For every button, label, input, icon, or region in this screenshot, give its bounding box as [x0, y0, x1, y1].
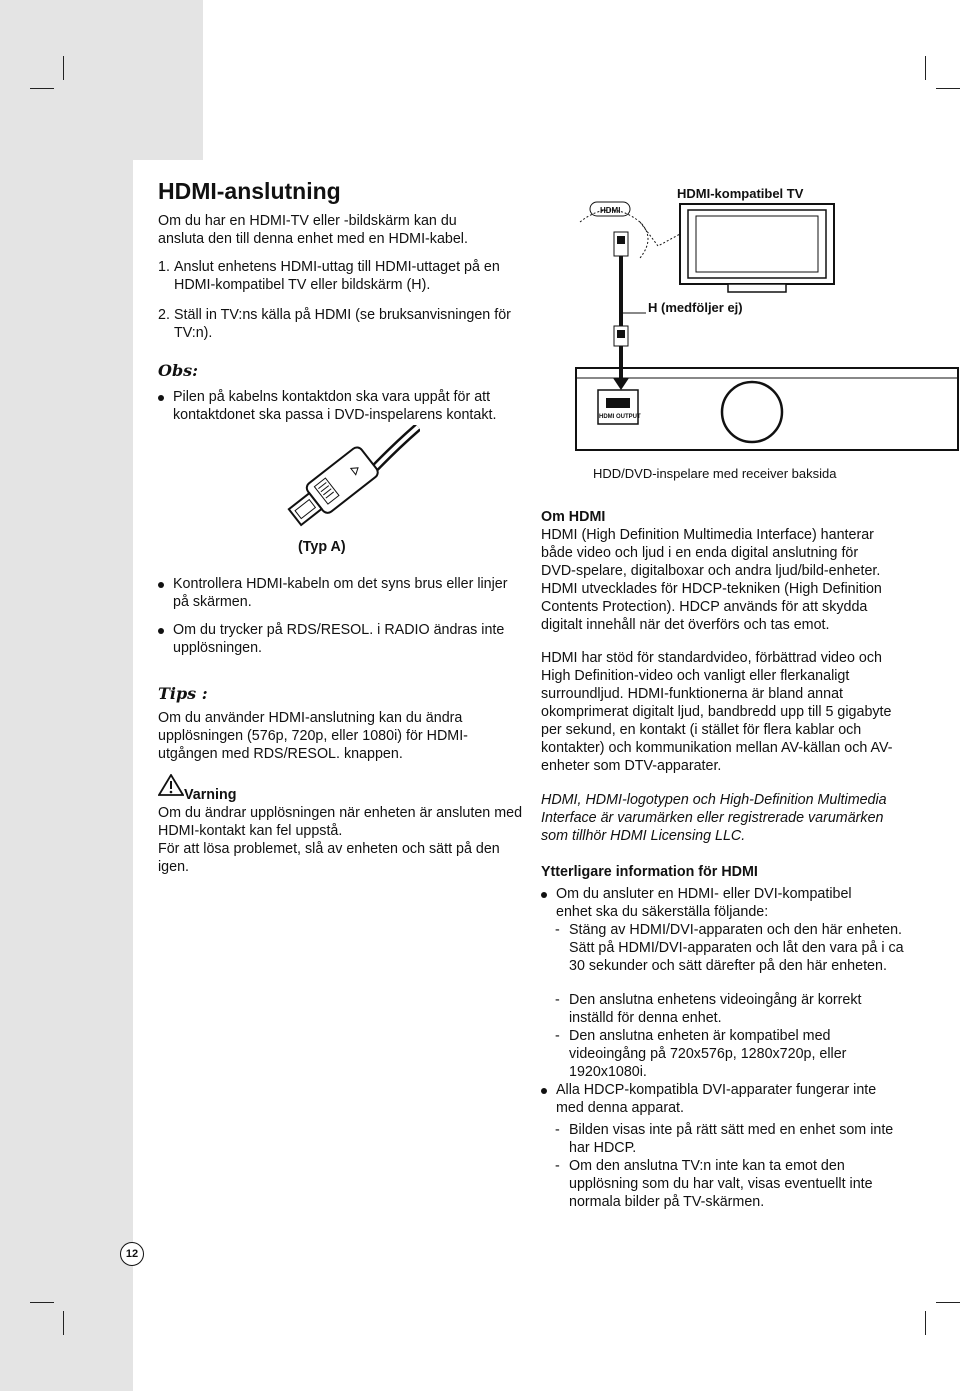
crop-mark: [63, 56, 64, 80]
tips-heading: Tips :: [158, 684, 208, 703]
step-text: Anslut enhetens HDMI-uttag till HDMI-uttaget på en HDMI-kompatibel TV eller bildskärm (H).: [174, 259, 500, 293]
step-2: [158, 306, 528, 342]
hdmi-tag-label: HDMI: [600, 206, 621, 215]
dash-icon: -: [555, 1122, 560, 1138]
dash-icon: -: [555, 1028, 560, 1044]
dash-icon: -: [555, 922, 560, 938]
hdmi-output-port-label: HDMI OUTPUT: [599, 414, 641, 420]
note-item: Kontrollera HDMI-kabeln om det syns brus eller linjer på skärmen.: [158, 575, 508, 611]
connector-type-label: (Typ A): [298, 539, 346, 555]
page-gutter-top: [0, 0, 203, 160]
sub-item: - Om den anslutna TV:n inte kan ta emot den upplösning som du har valt, visas eventuellt inte normala bilder på TV-skärmen.: [555, 1158, 873, 1210]
cable-label: H (medföljer ej): [648, 300, 743, 315]
sub-item: - Bilden visas inte på rätt sätt med en enhet som inte har HDCP.: [555, 1122, 894, 1156]
hdmi-connector-illustration: [280, 425, 420, 545]
intro-text: Om du har en HDMI-TV eller -bildskärm kan du ansluta den till denna enhet med en HDMI-kabel.: [158, 213, 468, 247]
sub-item: - Den anslutna enheten är kompatibel med videoingång på 720x576p, 1280x720p, eller 1920x1080i.: [555, 1028, 847, 1080]
sub-item: - Den anslutna enhetens videoingång är korrekt inställd för denna enhet.: [555, 992, 862, 1026]
rear-panel-caption: HDD/DVD-inspelare med receiver baksida: [593, 466, 837, 481]
about-hdmi-p1: HDMI (High Definition Multimedia Interface) hanterar både video och ljud i en enda digital anslutning för DVD-spelare, digitalboxar och andra ljud/bild-enheter. HDMI utvecklades för HDCP-tekniken (High Definition Contents Protection). HDCP används för att skydda digitalt innehåll när det överförs och tas emot.: [541, 527, 882, 633]
tips-text: Om du använder HDMI-anslutning kan du ändra upplösningen (576p, 720p, eller 1080i) för HDMI-utgången med RDS/RESOL. knappen.: [158, 710, 468, 762]
about-hdmi-heading: Om HDMI: [541, 509, 606, 525]
step-number: 2.: [158, 307, 170, 323]
tv-label: HDMI-kompatibel TV: [677, 186, 804, 201]
trademark-note: HDMI, HDMI-logotypen och High-Definition Multimedia Interface är varumärken eller registrerade varumärken som tillhör HDMI Licensing LLC.: [541, 792, 887, 844]
note-item: Om du trycker på RDS/RESOL. i RADIO ändras inte upplösningen.: [158, 621, 508, 657]
crop-mark: [63, 1311, 64, 1335]
step-text: Ställ in TV:ns källa på HDMI (se bruksanvisningen för TV:n).: [174, 307, 511, 341]
warning-label: Varning: [184, 787, 237, 803]
warning-text: Om du ändrar upplösningen när enheten är ansluten med HDMI-kontakt kan fel uppstå.: [158, 805, 523, 839]
bullet-icon: [158, 628, 164, 634]
sub-item: - Stäng av HDMI/DVI-apparaten och den här enheten. Sätt på HDMI/DVI-apparaten och låt den vara på i ca 30 sekunder och sätt därefter på den här enheten.: [555, 922, 904, 974]
page-title: HDMI-anslutning: [158, 178, 341, 204]
more-info-heading: Ytterligare information för HDMI: [541, 864, 758, 880]
bullet-icon: [541, 1088, 547, 1094]
obs-item: Pilen på kabelns kontaktdon ska vara uppåt för att kontaktdonet ska passa i DVD-inspelarens kontakt.: [158, 388, 528, 424]
crop-mark: [936, 88, 960, 89]
crop-mark: [936, 1302, 960, 1303]
about-hdmi-p2: HDMI har stöd för standardvideo, förbättrad video och High Definition-video och vanligt eller flerkanaligt surroundljud. HDMI-funktionerna är bland annat okomprimerat digitalt ljud, bandbredd upp till 5 gigabyte per sekund, en kontakt (i stället för flera kablar och kontakter) och kommunikation mellan AV-källan och AV-enheter som DTV-apparater.: [541, 650, 893, 774]
crop-mark: [30, 1302, 54, 1303]
page-gutter-left: [0, 160, 133, 1391]
bullet-icon: [541, 892, 547, 898]
warning-icon: [158, 774, 184, 796]
page-number: 12: [120, 1242, 144, 1266]
step-1: [158, 258, 528, 294]
step-number: 1.: [158, 259, 170, 275]
crop-mark: [925, 1311, 926, 1335]
bullet-icon: [158, 395, 164, 401]
warning-text: För att lösa problemet, slå av enheten och sätt på den igen.: [158, 841, 500, 875]
more-info-item: Om du ansluter en HDMI- eller DVI-kompatibel enhet ska du säkerställa följande:: [541, 885, 881, 921]
dash-icon: -: [555, 992, 560, 1008]
more-info-item: Alla HDCP-kompatibla DVI-apparater fungerar inte med denna apparat.: [541, 1081, 891, 1117]
crop-mark: [30, 88, 54, 89]
bullet-icon: [158, 582, 164, 588]
crop-mark: [925, 56, 926, 80]
dash-icon: -: [555, 1158, 560, 1174]
obs-heading: Obs:: [158, 361, 199, 380]
